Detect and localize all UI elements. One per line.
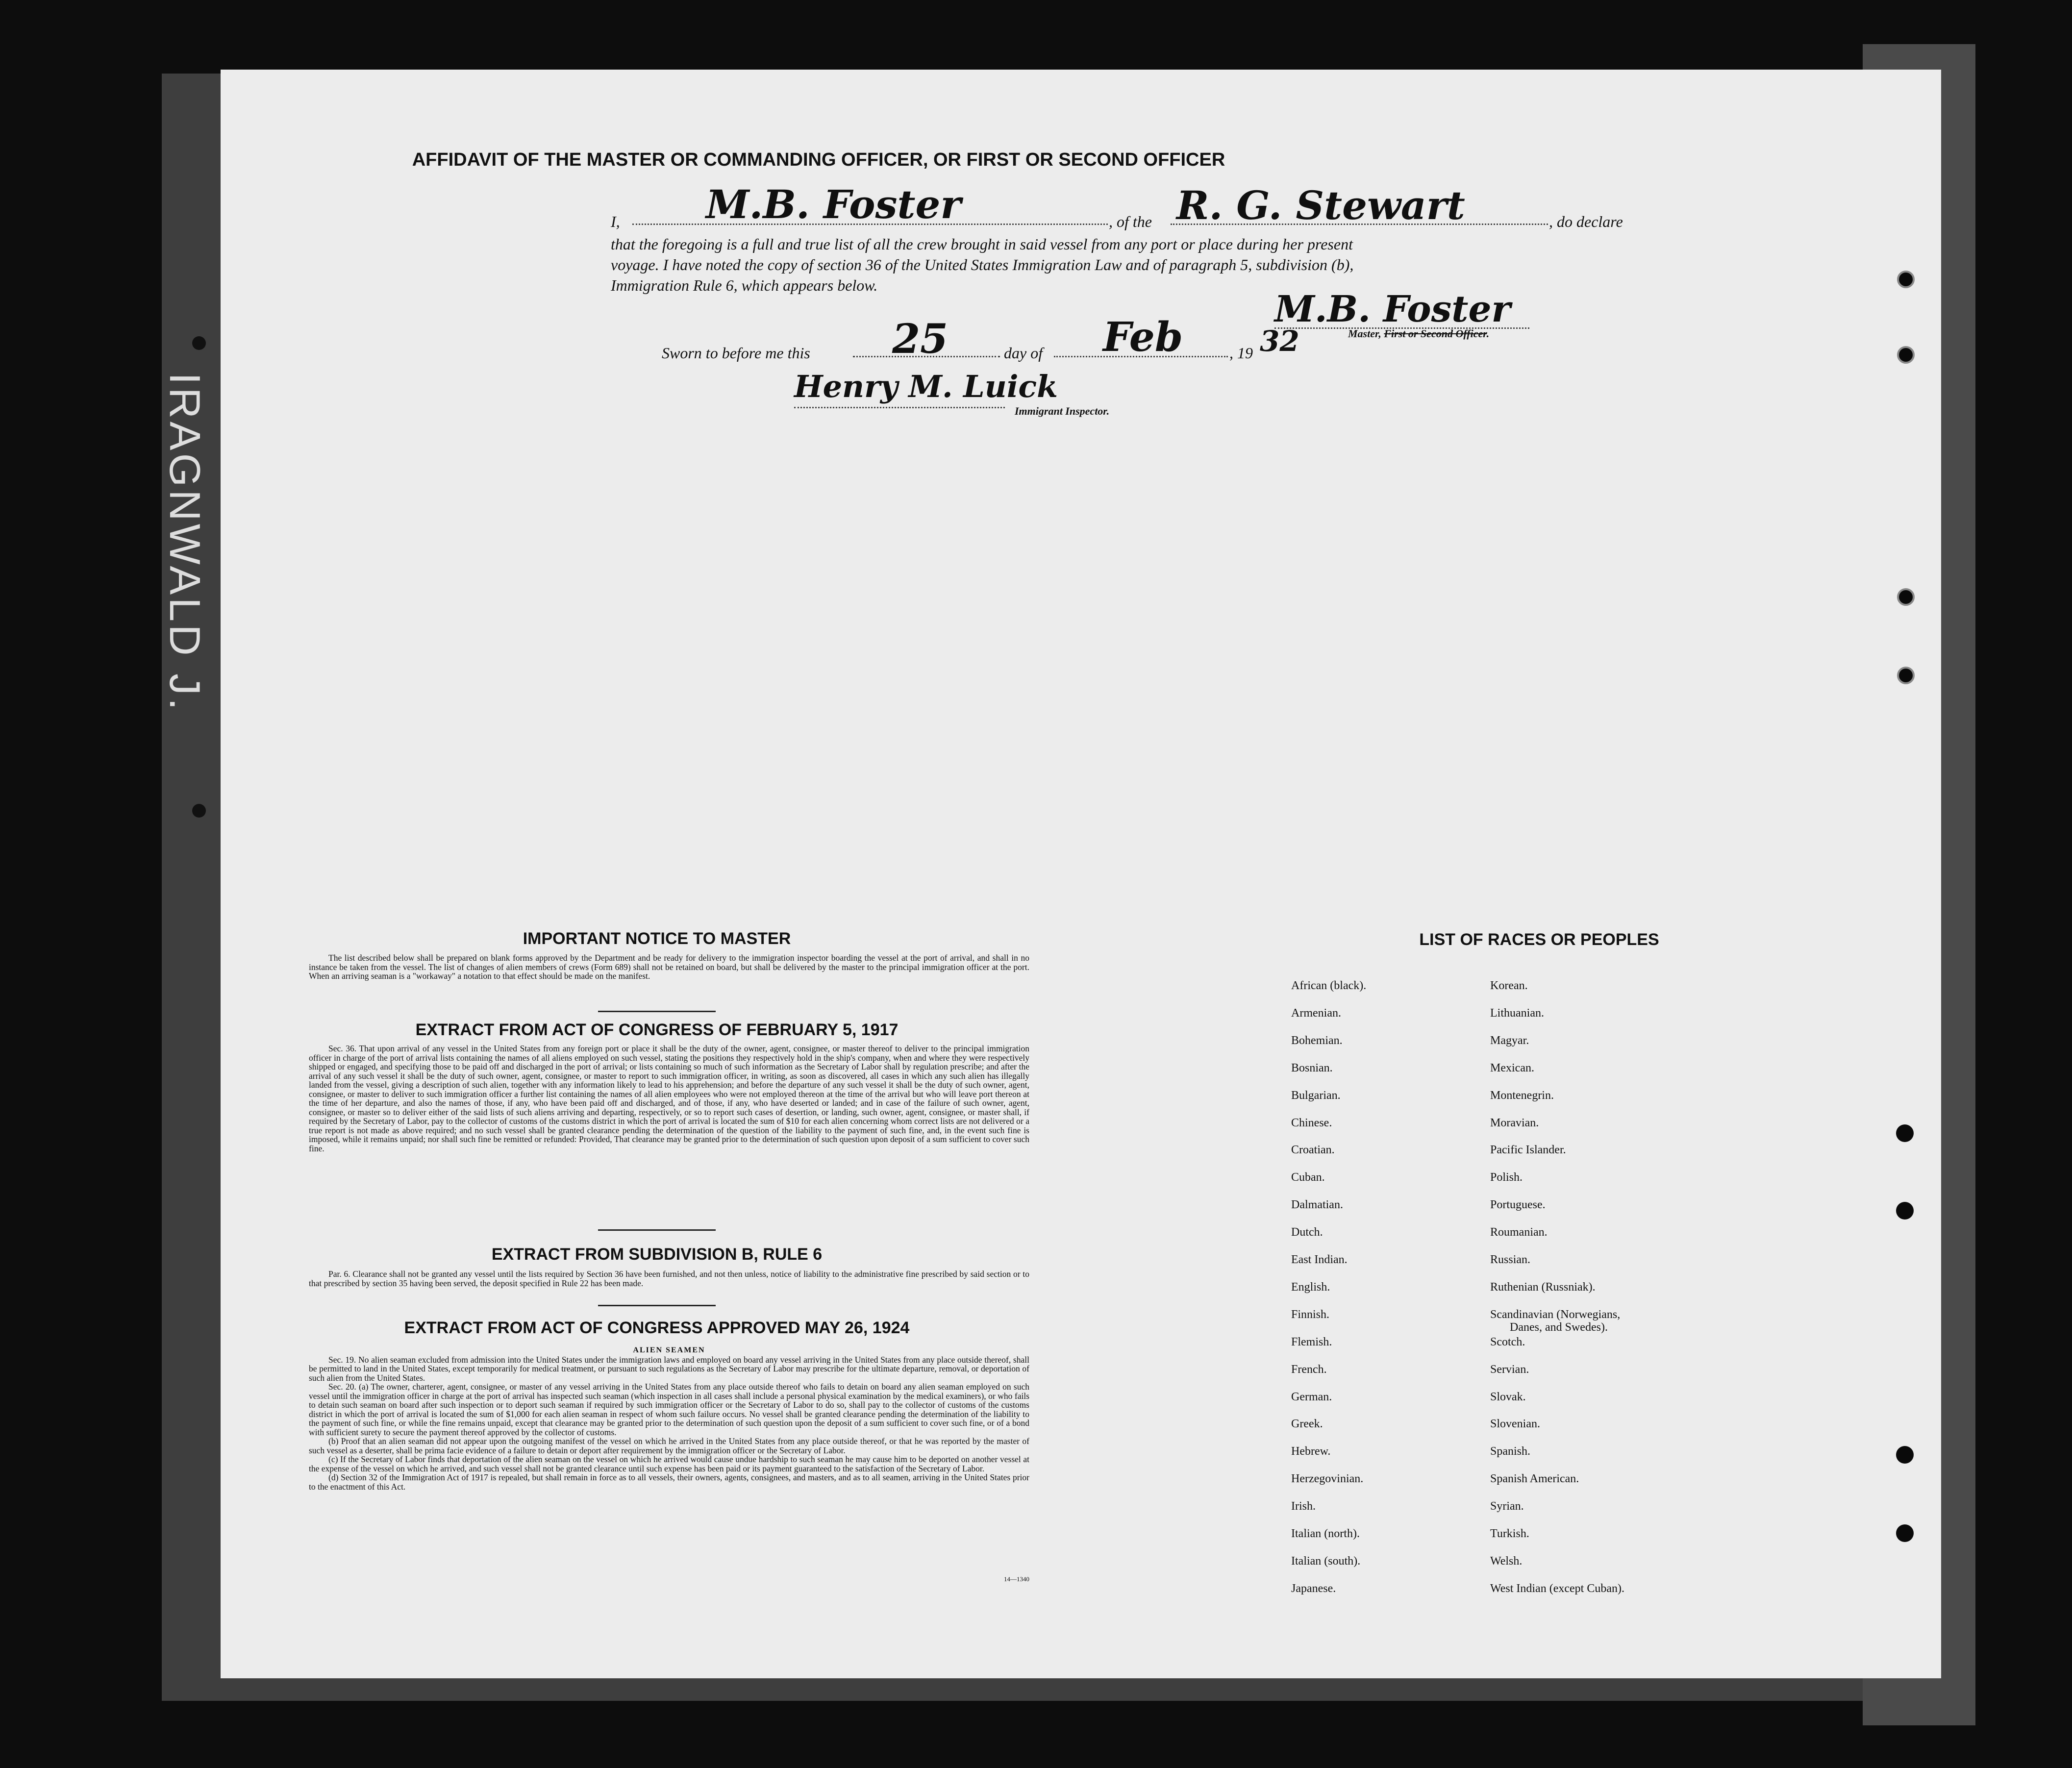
race-item: Lithuanian. <box>1490 1006 1544 1020</box>
race-item: German. <box>1291 1390 1332 1403</box>
notice-body <box>309 953 1029 981</box>
i-label: I, <box>611 213 620 230</box>
left-punch-hole <box>192 804 206 818</box>
binder-hole <box>1896 1124 1914 1142</box>
inspector-caption: Immigrant Inspector. <box>1015 405 1110 417</box>
binder-hole <box>1897 588 1915 606</box>
affidavit-line-2: that the foregoing is a full and true list of all the crew brought in said vessel from any port or place during her present <box>611 235 1353 253</box>
race-item: East Indian. <box>1291 1253 1348 1266</box>
race-item: Italian (south). <box>1291 1554 1361 1568</box>
race-item: Russian. <box>1490 1253 1531 1266</box>
notice-paragraph: The list described below shall be prepared on blank forms approved by the Department and be ready for delivery to the immigration inspector boarding the vessel at the port of arrival, and shall in no instance be taken from the vessel. The list of changes of alien members of crews (Form 689) shall not be retained on board, but shall be delivered by the master to the principal immigration officer at the port. When an arriving seaman is a "workaway" a notation to that effect should be made on the manifest. <box>309 953 1029 981</box>
race-item: Scotch. <box>1490 1335 1525 1348</box>
race-item: Chinese. <box>1291 1116 1332 1129</box>
race-item: Flemish. <box>1291 1335 1332 1348</box>
race-item: Japanese. <box>1291 1582 1336 1595</box>
race-item: Bulgarian. <box>1291 1089 1341 1102</box>
day-handwritten: 25 <box>892 316 949 363</box>
do-declare-label: , do declare <box>1549 213 1623 230</box>
extract-1924-paragraph: (c) If the Secretary of Labor finds that deportation of the alien seaman on the vessel on which he arrived would cause undue hardship to such seaman he may cause him to be deported on another vessel at the expense of the vessel on which he arrived, and such vessel shall not be granted clearance until such expense has been paid or its payment guaranteed to the satisfaction of the Secretary of Labor. <box>309 1454 1029 1473</box>
year-prefix: , 19 <box>1229 344 1253 362</box>
race-item: Irish. <box>1291 1500 1316 1513</box>
race-item: English. <box>1291 1280 1330 1294</box>
race-item: Magyar. <box>1490 1034 1529 1047</box>
race-item: Herzegovinian. <box>1291 1472 1364 1486</box>
sworn-label: Sworn to before me this <box>662 344 810 362</box>
month-handwritten: Feb <box>1103 314 1183 361</box>
race-item: French. <box>1291 1363 1327 1376</box>
race-item: Polish. <box>1490 1171 1523 1184</box>
affidavit-line-4: Immigration Rule 6, which appears below. <box>611 276 878 294</box>
binder-hole <box>1897 346 1915 364</box>
race-item: Turkish. <box>1490 1527 1529 1540</box>
race-item: Spanish. <box>1490 1445 1531 1458</box>
extract-1924-paragraph: (d) Section 32 of the Immigration Act of 1917 is repealed, but shall remain in force as to all vessels, their owners, agents, consignees, and masters, and as to all seamen, arriving in the United States prior to the enactment of this Act. <box>309 1472 1029 1492</box>
inspector-line <box>794 407 1005 408</box>
affidavit-title: AFFIDAVIT OF THE MASTER OR COMMANDING OFFICER, OR FIRST OR SECOND OFFICER <box>412 149 1225 170</box>
race-item: Italian (north). <box>1291 1527 1360 1540</box>
race-item: Mexican. <box>1490 1061 1534 1074</box>
race-item: Pacific Islander. <box>1490 1144 1566 1157</box>
master-signature: M.B. Foster <box>1274 288 1511 330</box>
notice-title: IMPORTANT NOTICE TO MASTER <box>523 929 791 948</box>
caption-struck-officer: First or Second Officer <box>1384 327 1487 340</box>
extract-1924-paragraph: (b) Proof that an alien seaman did not appear upon the outgoing manifest of the vessel on which he arrived in the United States from any place outside thereof, or that he was reported by the master of such vessel as a deserter, shall be prima facie evidence of a failure to detain or deport after requirement by the immigration officer or the Secretary of Labor. <box>309 1436 1029 1455</box>
divider <box>598 1229 716 1231</box>
race-item: Bohemian. <box>1291 1034 1343 1047</box>
divider <box>598 1011 716 1012</box>
race-item: Croatian. <box>1291 1144 1335 1157</box>
race-item: Greek. <box>1291 1418 1323 1431</box>
master-name-handwritten: M.B. Foster <box>706 181 961 227</box>
day-of-label: day of <box>1004 344 1043 362</box>
extract-1917-body <box>309 1044 1029 1153</box>
extract-1924-paragraph: Sec. 20. (a) The owner, charterer, agent, consignee, or master of any vessel arriving in the United States from any place outside thereof who fails to detain on board any alien seaman employed on such vessel until the immigration officer in charge at the port of arrival has inspected such seaman (which inspection in all cases shall include a personal physical examination by the medical examiners), or who fails to detain such seaman on board after such inspection or to deport such seaman if required by such immigration officer or the Secretary of Labor to do so, shall pay to the collector of customs of the customs district in which the port of arrival is located the sum of $1,000 for each alien seaman in respect of whom such failure occurs. No vessel shall be granted clearance pending the determination of the liability to the payment of such fine, or while the fine remains unpaid, except that clearance may be granted prior to the determination of such question upon the deposit of a sum sufficient to cover such fine, or of a bond with sufficient surety to secure the payment thereof approved by the collector of customs. <box>309 1382 1029 1437</box>
extract-rule6-title: EXTRACT FROM SUBDIVISION B, RULE 6 <box>491 1245 823 1264</box>
margin-stamp: IRAGNWALD J. <box>161 373 209 713</box>
extract-1924-title: EXTRACT FROM ACT OF CONGRESS APPROVED MAY 26, 1924 <box>404 1319 910 1337</box>
race-item: Welsh. <box>1490 1554 1523 1568</box>
race-item: Cuban. <box>1291 1171 1325 1184</box>
race-item: Servian. <box>1490 1363 1529 1376</box>
divider <box>598 1305 716 1306</box>
year-handwritten: 32 <box>1260 324 1299 358</box>
race-item: Finnish. <box>1291 1308 1330 1321</box>
race-item: Dutch. <box>1291 1226 1323 1239</box>
of-the-label: , of the <box>1109 213 1152 230</box>
race-item: African (black). <box>1291 979 1367 992</box>
inspector-signature: Henry M. Luick <box>794 369 1058 404</box>
left-punch-hole <box>192 336 206 350</box>
extract-rule6-paragraph: Par. 6. Clearance shall not be granted any vessel until the lists required by Section 36 have been furnished, and not then unless, notice of liability to the administrative fine prescribed by said section or to that prescribed by section 35 having been served, the deposit specified in Rule 22 has been made. <box>309 1269 1029 1288</box>
binder-hole <box>1896 1202 1914 1220</box>
race-item: Bosnian. <box>1291 1061 1333 1074</box>
race-item: West Indian (except Cuban). <box>1490 1582 1624 1595</box>
race-item: Portuguese. <box>1490 1198 1546 1212</box>
race-item: Korean. <box>1490 979 1528 992</box>
affidavit-line-3: voyage. I have noted the copy of section 36 of the United States Immigration Law and of paragraph 5, subdivision (b), <box>611 256 1354 274</box>
race-item: Slovak. <box>1490 1390 1526 1403</box>
extract-1924-body <box>309 1346 1029 1491</box>
race-item: Syrian. <box>1490 1500 1524 1513</box>
binder-hole <box>1897 667 1915 684</box>
race-item: Moravian. <box>1490 1116 1539 1129</box>
race-item: Armenian. <box>1291 1006 1341 1020</box>
caption-end: . <box>1486 327 1490 340</box>
binder-hole <box>1896 1446 1914 1464</box>
extract-1924-subtitle: ALIEN SEAMEN <box>633 1346 705 1354</box>
race-item: Scandinavian (Norwegians, <box>1490 1308 1621 1321</box>
form-number: 14—1340 <box>1004 1575 1029 1583</box>
race-item: Spanish American. <box>1490 1472 1579 1486</box>
vessel-name-handwritten: R. G. Stewart <box>1176 182 1465 228</box>
race-item: Montenegrin. <box>1490 1089 1554 1102</box>
binder-hole <box>1897 271 1915 288</box>
races-title: LIST OF RACES OR PEOPLES <box>1419 930 1659 949</box>
race-item: Slovenian. <box>1490 1418 1540 1431</box>
caption-master: Master, <box>1348 327 1384 340</box>
race-item: Roumanian. <box>1490 1226 1548 1239</box>
extract-1917-title: EXTRACT FROM ACT OF CONGRESS OF FEBRUARY 5, 1917 <box>415 1021 899 1039</box>
race-item: Hebrew. <box>1291 1445 1331 1458</box>
extract-1924-paragraph: Sec. 19. No alien seaman excluded from admission into the United States under the immigration laws and employed on board any vessel arriving in the United States from any place outside thereof, shall be permitted to land in the United States, except temporarily for medical treatment, or pursuant to such regulations as the Secretary of Labor may prescribe for the ultimate departure, removal, or deportation of such alien from the United States. <box>309 1354 1029 1383</box>
race-item: Dalmatian. <box>1291 1198 1343 1212</box>
race-item: Danes, and Swedes). <box>1510 1320 1608 1334</box>
binder-hole <box>1896 1524 1914 1542</box>
extract-rule6-body <box>309 1270 1029 1288</box>
race-item: Ruthenian (Russniak). <box>1490 1280 1596 1294</box>
signature-caption <box>1348 327 1489 340</box>
extract-1917-paragraph: Sec. 36. That upon arrival of any vessel in the United States from any foreign port or place it shall be the duty of the owner, agent, consignee, or master thereof to deliver to the principal immigration officer in charge of the port of arrival lists containing the names of all aliens employed on such vessel, stating the positions they respectively hold in the ship's company, when and where they were respectively shipped or engaged, and specifying those to be paid off and discharged in the port of arrival; or lists containing so much of such information as the Secretary of Labor shall by regulation prescribe; and after the arrival of any such vessel it shall be the duty of such owner, agent, consignee, or master to report to such immigration officer, in writing, as soon as discovered, all cases in which any such alien has illegally landed from the vessel, giving a description of such alien, together with any information likely to lead to his apprehension; and before the departure of any such vessel it shall be the duty of such owner, agent, consignee, or master to deliver to such immigration officer a further list containing the names of all alien employees who were not employed thereon at the time of the arrival but who will leave port thereon at the time of her departure, and also the names of those, if any, who have been paid off and discharged, and of those, if any, who have deserted or landed; and in case of the failure of such owner, agent, consignee, or master so to deliver either of the said lists of such aliens arriving and departing, respectively, or so to report such cases of desertion, or landing, such owner, agent, consignee, or master shall, if required by the Secretary of Labor, pay to the collector of customs of the customs district in which the port of arrival is located the sum of $10 for each alien concerning whom correct lists are not delivered or a true report is not made as above required; and no such vessel shall be granted clearance pending the determination of the question of the liability to the payment of such fine, and, in the event such fine is imposed, while it remains unpaid; nor shall such fine be remitted or refunded: Provided, That clearance may be granted prior to the determination of such question upon deposit of a sum sufficient to cover such fine. <box>309 1044 1029 1153</box>
